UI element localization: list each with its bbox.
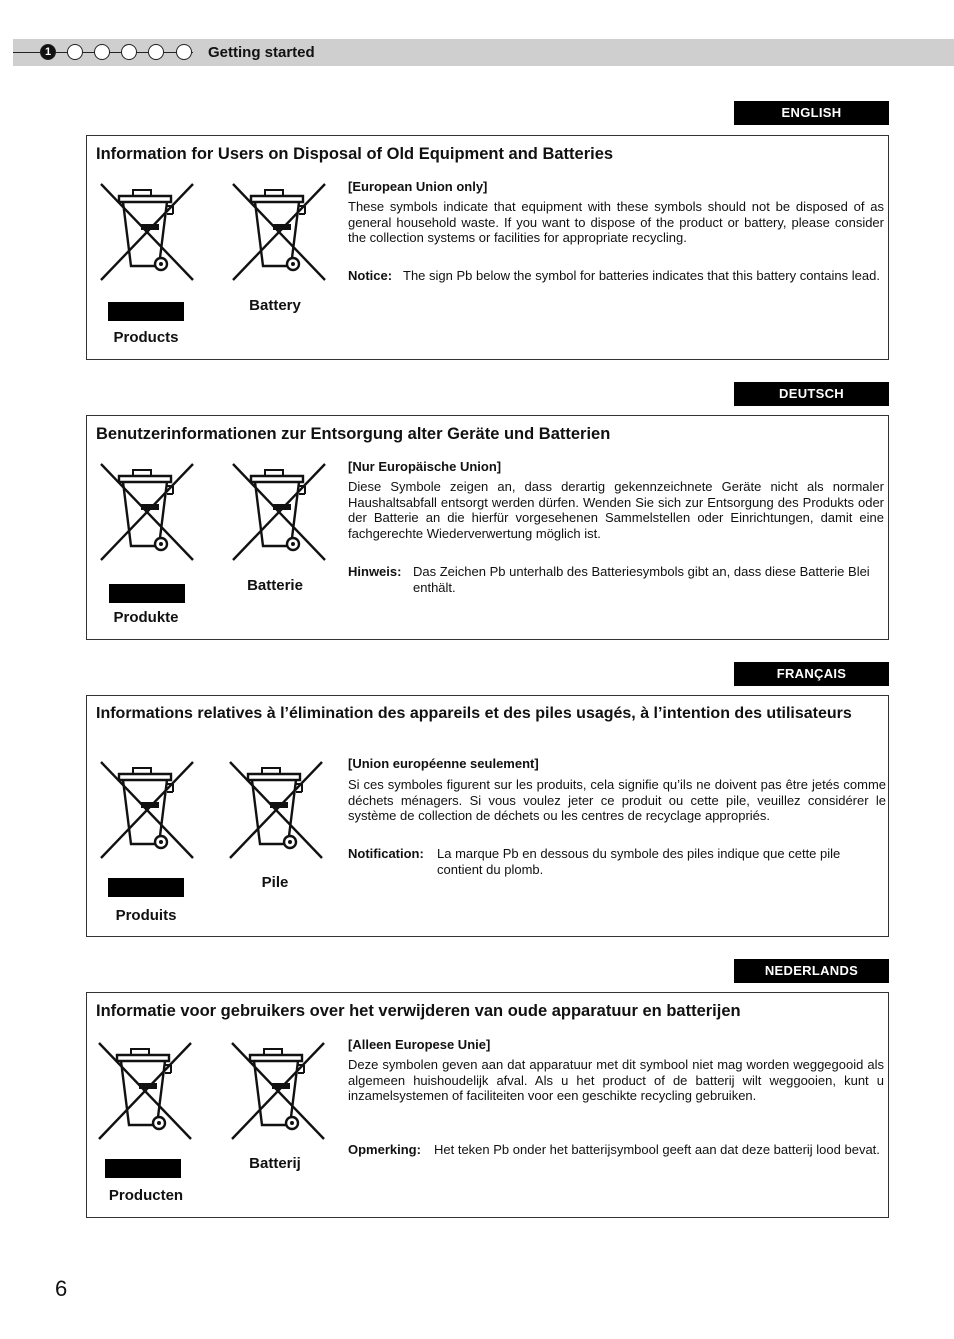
notice-label: Notification:	[348, 846, 424, 861]
section-title: Informatie voor gebruikers over het verwijderen van oude apparatuur en batterijen	[96, 1002, 741, 1020]
product-symbol-bar	[108, 878, 184, 897]
disposal-section-francais	[86, 695, 889, 937]
crossed-out-wheelie-bin-icon	[97, 758, 197, 862]
chapter-step-3	[94, 44, 110, 60]
disposal-body-text: These symbols indicate that equipment with these symbols should not be disposed of as general household waste. If you want to dispose of the product or battery, please consider the collection systems or facilities for appropriate recycling.	[348, 199, 884, 246]
region-subheading: [European Union only]	[348, 179, 488, 194]
products-label: Producten	[108, 1187, 184, 1204]
chapter-step-1: 1	[40, 44, 56, 60]
battery-bin-icon	[228, 1039, 328, 1143]
chapter-step-5	[148, 44, 164, 60]
products-label: Products	[113, 329, 179, 346]
notice-label: Notice:	[348, 268, 393, 283]
language-tab-deutsch: DEUTSCH	[734, 382, 889, 406]
region-subheading: [Alleen Europese Unie]	[348, 1037, 491, 1052]
battery-label: Battery	[249, 297, 301, 314]
crossed-out-wheelie-bin-icon	[97, 460, 197, 564]
products-label: Produkte	[113, 609, 179, 626]
page-number: 6	[55, 1276, 68, 1301]
notice-text: The sign Pb below the symbol for batteries indicates that this battery contains lead.	[403, 268, 880, 283]
products-label: Produits	[115, 907, 177, 924]
product-symbol-bar	[108, 302, 184, 321]
battery-bin-icon	[229, 460, 329, 564]
notice-label: Opmerking:	[348, 1142, 421, 1157]
disposal-body-text: Si ces symboles figurent sur les produits, cela signifie qu’ils ne doivent pas être jetés comme déchets ménagers. Si vous voulez jeter ce produit ou cette pile, veuillez considérer le système de collection de déchets ou les centres de recyclage appropriés.	[348, 777, 886, 824]
notice-row	[348, 1142, 885, 1174]
product-symbol-bar	[105, 1159, 181, 1178]
notice-row	[348, 268, 885, 300]
notice-text: La marque Pb en dessous du symbole des piles indique que cette pile contient du plomb.	[437, 846, 841, 877]
region-subheading: [Nur Europäische Union]	[348, 459, 502, 474]
battery-bin-icon	[229, 180, 329, 284]
product-symbol-bar	[109, 584, 185, 603]
notice-label: Hinweis:	[348, 564, 402, 579]
battery-bin-icon	[226, 758, 326, 862]
notice-row	[348, 846, 885, 878]
notice-text: Het teken Pb onder het batterijsymbool geeft aan dat deze batterij lood bevat.	[434, 1142, 880, 1157]
notice-text: Das Zeichen Pb unterhalb des Batteriesymbols gibt an, dass diese Batterie Blei enthält.	[413, 564, 870, 595]
notice-row	[348, 564, 885, 596]
disposal-section-nederlands	[86, 992, 889, 1218]
crossed-out-wheelie-bin-icon	[95, 1039, 195, 1143]
chapter-step-4	[121, 44, 137, 60]
language-tab-francais: FRANÇAIS	[734, 662, 889, 686]
battery-label: Batterij	[249, 1155, 301, 1172]
chapter-step-2	[67, 44, 83, 60]
crossed-out-wheelie-bin-icon	[97, 180, 197, 284]
region-subheading: [Union européenne seulement]	[348, 756, 539, 771]
disposal-body-text: Deze symbolen geven aan dat apparatuur met dit symbool niet mag worden weggegooid als algemeen huishoudelijk afval. Als u het product of de batterij wilt weggooien, kunt u inzamelsystemen of faciliteiten voor een geschikte recycling gebruiken.	[348, 1057, 884, 1104]
language-tab-english: ENGLISH	[734, 101, 889, 125]
language-tab-nederlands: NEDERLANDS	[734, 959, 889, 983]
disposal-body-text: Diese Symbole zeigen an, dass derartig gekennzeichnete Geräte nicht als normaler Haushaltsabfall entsorgt werden dürfen. Wenden Sie sich zur Entsorgung des Produkts oder der Batterie an die hierfür vorgesehenen Sammelstellen oder Einrichtungen, damit eine fachgerechte Wiederverwertung möglich ist.	[348, 479, 884, 541]
section-title: Benutzerinformationen zur Entsorgung alter Geräte und Batterien	[96, 425, 611, 443]
battery-label: Pile	[261, 874, 289, 891]
section-title: Information for Users on Disposal of Old Equipment and Batteries	[96, 145, 614, 163]
battery-label: Batterie	[247, 577, 303, 594]
chapter-step-6	[176, 44, 192, 60]
disposal-section-english	[86, 135, 889, 360]
disposal-section-deutsch	[86, 415, 889, 640]
chapter-title: Getting started	[208, 44, 315, 61]
section-title: Informations relatives à l’élimination des appareils et des piles usagés, à l’intention des utilisateurs	[96, 705, 852, 722]
